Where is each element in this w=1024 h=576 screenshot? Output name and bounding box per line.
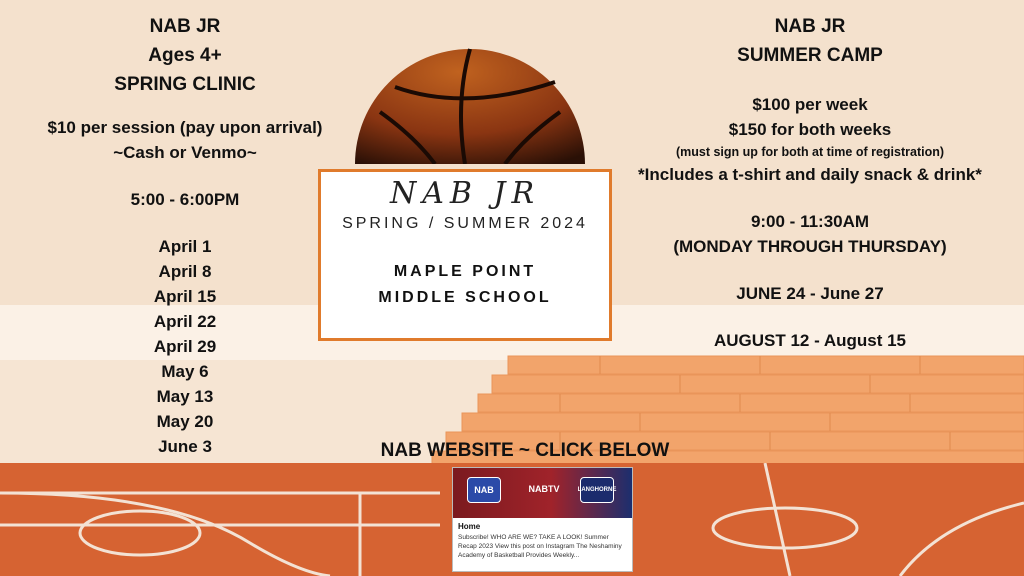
spring-clinic-column [20,12,350,459]
summer-title-2: SUMMER CAMP [737,45,883,66]
card-script-title: NAB JR [389,176,541,211]
spring-date: April 29 [153,337,217,356]
spring-date: April 22 [153,312,217,331]
school-line-1: MAPLE POINT [393,263,537,280]
summer-camp-column [600,12,1020,353]
spring-date: June 3 [158,437,212,456]
spring-title-2: Ages 4+ [148,45,222,66]
summer-includes: *Includes a t-shirt and daily snack & drink* [638,165,982,184]
summer-time: 9:00 - 11:30AM [750,212,870,231]
website-label: NAB WEBSITE ~ CLICK BELOW [380,440,670,461]
spring-date: May 6 [161,362,209,381]
summer-session-2: AUGUST 12 - August 15 [713,331,907,350]
spring-title-3: SPRING CLINIC [114,74,256,95]
summer-session-1: JUNE 24 - June 27 [736,284,884,303]
preview-text: Subscribe! WHO ARE WE? TAKE A LOOK! Summer Recap 2023 View this post on Instagram The Neshaminy Academy of Basketball Provides Weekly... [458,534,622,559]
preview-title: Home [458,522,481,531]
preview-banner [453,468,632,518]
card-subtitle: SPRING / SUMMER 2024 [342,215,588,232]
summer-price-both: $150 for both weeks [728,120,892,139]
basketball-icon [355,42,585,164]
summer-price-week: $100 per week [752,95,868,114]
website-link-preview[interactable] [452,467,633,572]
summer-days: (MONDAY THROUGH THURSDAY) [673,237,947,256]
spring-date: April 15 [153,287,217,306]
spring-date: May 20 [156,412,214,431]
spring-time: 5:00 - 6:00PM [130,190,240,209]
card-school [321,259,609,311]
nab-logo-icon: NAB [467,477,501,503]
title-card [318,169,612,341]
spring-price: $10 per session (pay upon arrival) [47,118,323,137]
spring-payment: ~Cash or Venmo~ [113,143,257,162]
summer-note: (must sign up for both at time of registration) [675,145,945,159]
spring-date: April 1 [158,237,212,256]
school-line-2: MIDDLE SCHOOL [378,289,552,306]
summer-title-1: NAB JR [774,16,846,37]
spring-title-1: NAB JR [149,16,221,37]
langhorne-logo-icon: LANGHORNE [580,477,614,503]
nabtv-logo-icon: NABTV [528,484,560,494]
spring-date: April 8 [158,262,212,281]
spring-date: May 13 [156,387,214,406]
